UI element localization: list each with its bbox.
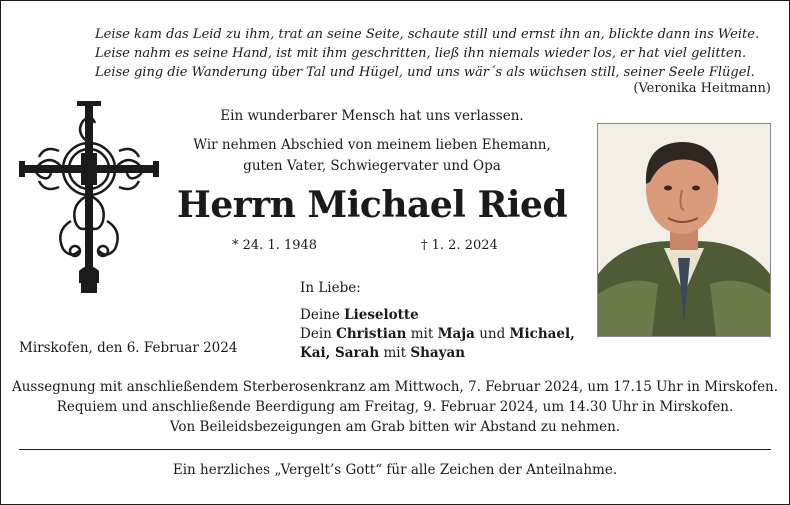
poem-line: Leise ging die Wanderung über Tal und Hügel, und uns wär´s als wüchsen still, seiner Seele Flügel. <box>95 65 755 80</box>
poem-line: Leise kam das Leid zu ihm, trat an seine Seite, schaute still und ernst ihn an, blickte dann ins Weite. <box>95 27 760 42</box>
family-text: und <box>474 326 510 342</box>
family-text: Deine <box>300 307 345 323</box>
family-text: mit <box>379 345 411 361</box>
intro-text: Ein wunderbarer Mensch hat uns verlassen. <box>220 108 524 124</box>
poem-author: (Veronika Heitmann) <box>633 81 771 96</box>
farewell-line: guten Vater, Schwiegervater und Opa <box>243 158 501 174</box>
thanks-text: Ein herzliches „Vergelt’s Gott“ für alle Zeichen der Anteilnahme. <box>172 462 618 478</box>
son-name: Christian <box>336 326 407 342</box>
announcement-line: Aussegnung mit anschließendem Sterberosenkranz am Mittwoch, 7. Februar 2024, um 17.15 Uhr in Mirskofen. <box>11 379 779 395</box>
family-text: mit <box>406 326 438 342</box>
birth-date: * 24. 1. 1948 <box>232 238 318 253</box>
divider <box>19 449 771 450</box>
family-heading: In Liebe: <box>300 280 361 296</box>
portrait-illustration <box>598 124 770 336</box>
partner-name: Shayan <box>410 345 466 361</box>
deceased-name: Herrn Michael Ried <box>176 184 568 226</box>
partner-name: Maja <box>437 326 475 342</box>
farewell-text <box>169 135 575 177</box>
portrait-photo <box>597 123 771 337</box>
announcement-line: Von Beileidsbezeigungen am Grab bitten wir Abstand zu nehmen. <box>169 419 621 435</box>
wife-name: Lieselotte <box>344 307 419 323</box>
place-date: Mirskofen, den 6. Februar 2024 <box>19 340 238 356</box>
ornamental-cross-icon <box>19 101 159 293</box>
death-date: † 1. 2. 2024 <box>421 238 498 253</box>
announcement-line: Requiem und anschließende Beerdigung am Freitag, 9. Februar 2024, um 14.30 Uhr in Mirskofen. <box>56 399 734 415</box>
grandchild-name: Michael, <box>509 326 575 342</box>
grandchildren-names: Kai, Sarah <box>300 345 380 361</box>
family-text: Dein <box>300 326 337 342</box>
family-list <box>300 279 575 363</box>
farewell-line: Wir nehmen Abschied von meinem lieben Ehemann, <box>193 137 551 153</box>
family-line <box>300 325 575 344</box>
poem <box>95 25 775 82</box>
family-line <box>300 306 575 325</box>
poem-line: Leise nahm es seine Hand, ist mit ihm geschritten, ließ ihn niemals wieder los, er hat viel gelitten. <box>95 46 747 61</box>
family-line <box>300 344 575 363</box>
